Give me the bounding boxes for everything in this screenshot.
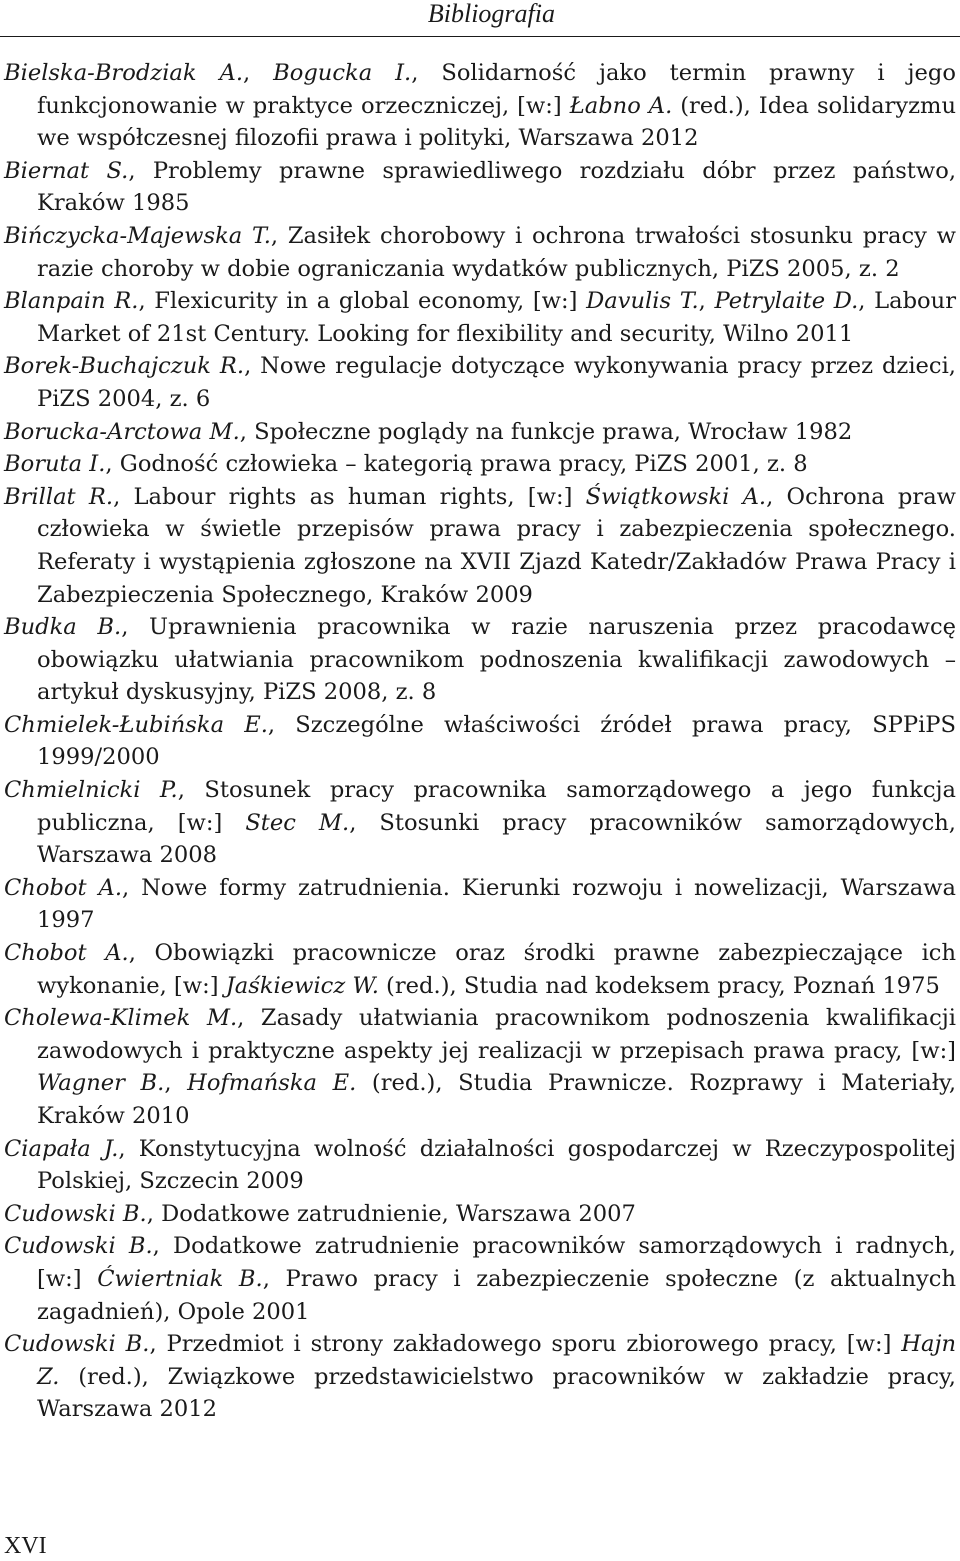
bibliography-entry [4, 448, 956, 481]
entry-text: , [698, 288, 715, 315]
entry-author-italic: Chobot A. [4, 874, 123, 901]
bibliography-entry [4, 872, 956, 937]
entry-text: , Społeczne poglądy na funkcje prawa, Wrocław 1982 [239, 418, 853, 445]
entry-author-italic: Blanpain R. [4, 288, 139, 315]
entry-author-italic: Łabno A. [569, 92, 673, 119]
entry-text: , Dodatkowe zatrudnienie, Warszawa 2007 [146, 1200, 636, 1227]
entry-text: , Szczególne właściwości źródeł prawa pracy, SPPiPS 1999/2000 [37, 711, 956, 771]
entry-author-italic: Petrylaite D. [714, 288, 859, 315]
bibliography-entry [4, 220, 956, 285]
entry-text: , Zasiłek chorobowy i ochrona trwałości stosunku pracy w razie choroby w dobie ograniczania wydatków publicznych, PiZS 2005, z. 2 [37, 222, 957, 282]
entry-author-italic: Ćwiertniak B. [97, 1265, 263, 1292]
entry-author-italic: Cudowski B. [4, 1331, 150, 1358]
entry-text: , Prawo pracy i zabezpieczenie społeczne (z aktualnych zagadnień), Opole 2001 [37, 1265, 957, 1325]
entry-text: (red.), Studia Prawnicze. Rozprawy i Materiały, Kraków 2010 [37, 1070, 957, 1129]
entry-author-italic: Bielska-Brodziak A. [4, 60, 244, 86]
entry-text: , Nowe formy zatrudnienia. Kierunki rozwoju i nowelizacji, Warszawa 1997 [37, 874, 956, 934]
entry-text: , Stosunki pracy pracowników samorządowych, Warszawa 2008 [37, 809, 956, 869]
bibliography-entry [4, 155, 956, 220]
entry-text: (red.), Związkowe przedstawicielstwo pracowników w zakładzie pracy, Warszawa 2012 [37, 1363, 956, 1423]
bibliography-entry [4, 481, 956, 611]
entry-text: , Labour rights as human rights, [w:] [113, 483, 586, 510]
entry-author-italic: Wagner B. [37, 1070, 165, 1097]
bibliography-entry [4, 57, 956, 155]
entry-author-italic: Biernat S. [4, 157, 129, 184]
bibliography-entry [4, 285, 956, 350]
entry-text: , Problemy prawne sprawiedliwego rozdziału dóbr przez państwo, Kraków 1985 [37, 157, 957, 217]
entry-author-italic: Budka B. [4, 614, 122, 641]
entry-text: , Przedmiot i strony zakładowego sporu zbiorowego pracy, [w:] [149, 1331, 902, 1358]
entry-author-italic: Chmielnicki P. [4, 777, 178, 804]
bibliography-entry [4, 350, 956, 415]
entry-text: , Labour Market of 21st Century. Looking for flexibility and security, Wilno 2011 [37, 288, 957, 347]
page-number: XVI [4, 1533, 47, 1559]
entry-author-italic: Davulis T. [586, 288, 699, 315]
entry-author-italic: Borek-Buchajczuk R. [4, 353, 245, 380]
running-head-title: Bibliografia [427, 0, 555, 28]
bibliography-entry [4, 1133, 956, 1198]
bibliography-entry [4, 774, 956, 872]
bibliography-list [4, 57, 956, 1426]
bibliography-entry [4, 611, 956, 709]
entry-author-italic: Chmielek-Łubińska E. [4, 711, 268, 738]
entry-author-italic: Stec M. [245, 809, 350, 836]
entry-author-italic: Świątkowski A. [585, 483, 767, 510]
entry-author-italic: Brillat R. [4, 483, 114, 510]
entry-text: , [164, 1070, 188, 1097]
page-header [0, 0, 960, 37]
entry-text: (red.), Studia nad kodeksem pracy, Poznań 1975 [378, 972, 940, 999]
entry-author-italic: Cudowski B. [4, 1233, 153, 1260]
bibliography-entry [4, 1002, 956, 1132]
entry-text: , Uprawnienia pracownika w razie naruszenia przez pracodawcę obowiązku ułatwiania pracownikom podnoszenia kwalifikacji zawodowych – artykuł dyskusyjny, PiZS 2008, z. 8 [37, 614, 956, 706]
bibliography-entry [4, 937, 956, 1002]
entry-text: , Nowe regulacje dotyczące wykonywania pracy przez dzieci, PiZS 2004, z. 6 [37, 353, 956, 412]
entry-author-italic: Hofmańska E. [187, 1070, 357, 1097]
entry-text: (red.), Idea solidaryzmu we współczesnej filozofii prawa i polityki, Warszawa 2012 [37, 92, 956, 152]
entry-author-italic: Boruta I. [4, 451, 106, 478]
entry-text: , Stosunek pracy pracownika samorządowego a jego funkcja publiczna, [w:] [37, 777, 956, 836]
entry-text: , Obowiązki pracownicze oraz środki prawne zabezpieczające ich wykonanie, [w:] [37, 940, 956, 999]
entry-text: , Zasady ułatwiania pracownikom podnoszenia kwalifikacji zawodowych i praktyczne aspekty jej realizacji w przepisach prawa pracy, [w:] [37, 1005, 956, 1064]
entry-text: , Dodatkowe zatrudnienie pracowników samorządowych i radnych, [w:] [37, 1233, 956, 1292]
bibliography-entry [4, 709, 956, 774]
entry-text: , [243, 60, 274, 86]
bibliography-entry [4, 1198, 956, 1231]
entry-author-italic: Cholewa-Klimek M. [4, 1005, 238, 1032]
entry-text: , Konstytucyjna wolność działalności gospodarczej w Rzeczypospolitej Polskiej, Szczecin 2009 [37, 1135, 956, 1195]
entry-author-italic: Ciapała J. [4, 1135, 119, 1162]
entry-author-italic: Bińczycka-Majewska T. [4, 222, 271, 249]
entry-author-italic: Chobot A. [4, 940, 129, 967]
entry-text: , Ochrona praw człowieka w świetle przepisów prawa pracy i zabezpieczenia społecznego. Referaty i wystąpienia zgłoszone na XVII Zjazd Katedr/Zakładów Prawa Pracy i Zabezpieczenia Społecznego, Kraków 2009 [37, 483, 957, 608]
bibliography-entry [4, 416, 956, 449]
entry-author-italic: Bogucka I. [273, 60, 412, 86]
entry-author-italic: Jaśkiewicz W. [225, 972, 379, 999]
entry-author-italic: Hajn Z. [37, 1331, 956, 1390]
bibliography-entry [4, 1328, 956, 1426]
entry-text: , Godność człowieka – kategorią prawa pracy, PiZS 2001, z. 8 [105, 451, 808, 478]
entry-text: , Solidarność jako termin prawny i jego funkcjonowanie w praktyce orzeczniczej, [w:] [37, 60, 956, 119]
bibliography-entry [4, 1230, 956, 1328]
entry-text: , Flexicurity in a global economy, [w:] [138, 288, 587, 315]
entry-author-italic: Cudowski B. [4, 1200, 147, 1227]
entry-author-italic: Borucka-Arctowa M. [4, 418, 240, 445]
